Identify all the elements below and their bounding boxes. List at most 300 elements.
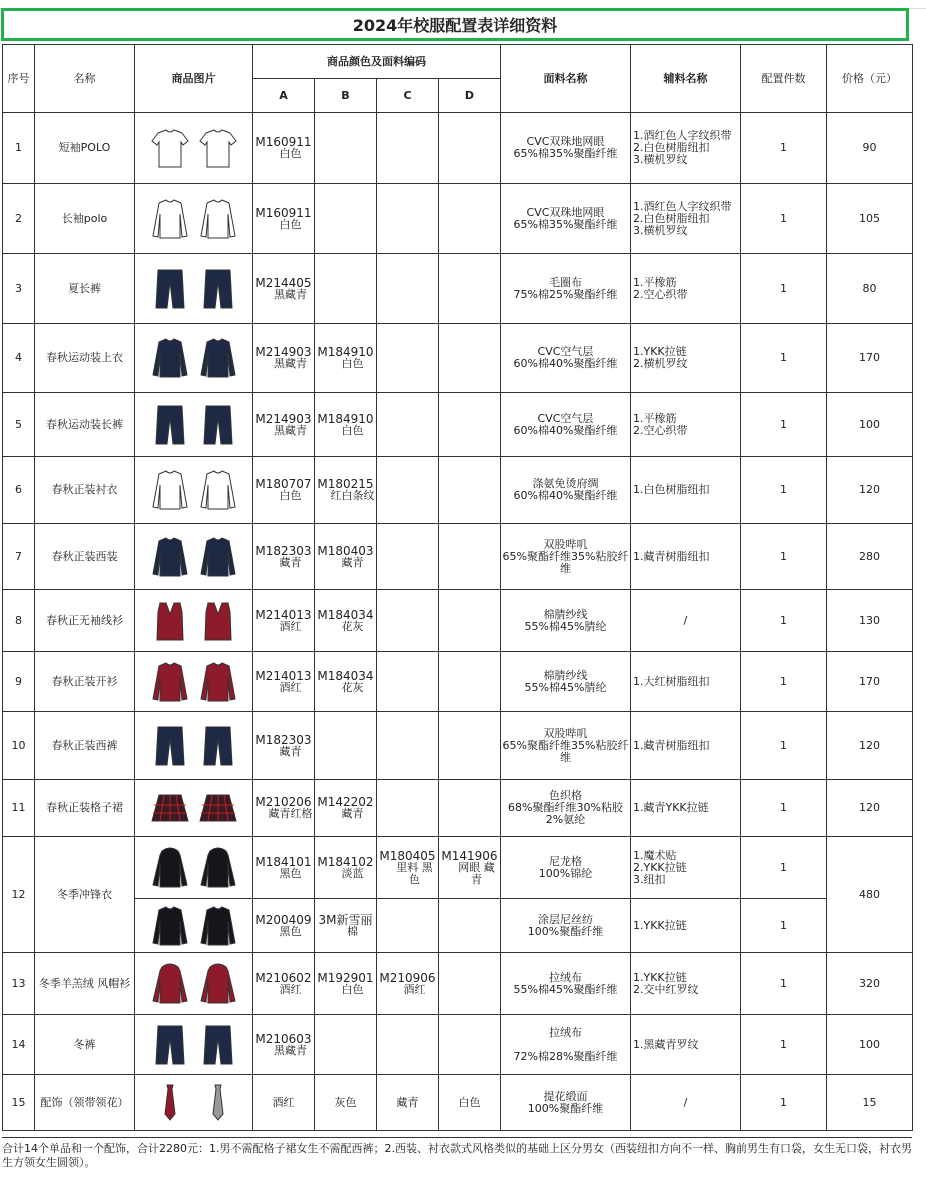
hoodie-garment-icon — [146, 961, 242, 1007]
item-name[interactable]: 冬季冲锋衣 — [35, 837, 135, 953]
fabric-name[interactable] — [501, 652, 631, 712]
aux-name[interactable] — [631, 113, 741, 184]
row-number[interactable]: 5 — [3, 393, 35, 457]
product-image — [135, 524, 253, 590]
fabric-code: 3M新雪丽 — [318, 912, 373, 927]
code-cell-c[interactable] — [377, 780, 439, 837]
code-cell-a[interactable] — [253, 953, 315, 1015]
row-number[interactable]: 1 — [3, 113, 35, 184]
aux-name[interactable] — [631, 837, 741, 899]
product-image — [135, 712, 253, 780]
fabric-code: M214013 — [255, 668, 312, 683]
table-row — [3, 457, 913, 524]
code-cell-a[interactable] — [253, 184, 315, 254]
code-cell-c[interactable] — [377, 184, 439, 254]
aux-name[interactable] — [631, 184, 741, 254]
code-cell-b[interactable] — [315, 1015, 377, 1075]
product-image — [135, 113, 253, 184]
aux-name[interactable] — [631, 953, 741, 1015]
fabric-name-line: 尼龙格 — [549, 854, 582, 868]
table-row — [3, 184, 913, 254]
code-cell-a[interactable] — [253, 899, 315, 953]
table-row — [3, 113, 913, 184]
price[interactable]: 320 — [827, 953, 913, 1015]
item-name[interactable]: 配饰（领带领花） — [35, 1075, 135, 1131]
aux-name-line: 2.空心织带 — [633, 423, 688, 437]
code-cell-d[interactable] — [439, 953, 501, 1015]
item-name[interactable]: 春秋正无袖线衫 — [35, 590, 135, 652]
row-number[interactable]: 4 — [3, 324, 35, 393]
fabric-code: M184910 — [317, 411, 374, 426]
aux-name-line: 3.纽扣 — [633, 872, 666, 886]
uniform-table — [2, 44, 913, 1131]
code-cell-b[interactable] — [315, 590, 377, 652]
quantity[interactable]: 1 — [741, 113, 827, 184]
quantity[interactable]: 1 — [741, 1015, 827, 1075]
item-name[interactable]: 冬季羊羔绒 风帽衫 — [35, 953, 135, 1015]
header-no: 序号 — [3, 45, 35, 113]
price[interactable]: 80 — [827, 254, 913, 324]
fabric-name[interactable] — [501, 712, 631, 780]
quantity[interactable]: 1 — [741, 184, 827, 254]
code-cell-a[interactable] — [253, 652, 315, 712]
aux-name-line: 1.酒红色人字纹织带 — [633, 199, 732, 213]
aux-name[interactable] — [631, 1075, 741, 1131]
fabric-name-line: 棉腈纱线 — [543, 668, 588, 682]
aux-name-line: 2.白色树脂纽扣 — [633, 211, 710, 225]
table-row — [3, 837, 913, 899]
fabric-name[interactable] — [501, 899, 631, 953]
code-cell-b[interactable] — [315, 113, 377, 184]
fabric-name-line: 拉绒布 — [549, 1025, 582, 1039]
row-number[interactable]: 11 — [3, 780, 35, 837]
aux-name[interactable] — [631, 652, 741, 712]
fabric-name-line: 100%聚酯纤维 — [527, 924, 604, 938]
fabric-name-line: CVC空气层 — [537, 345, 594, 358]
product-image — [135, 899, 253, 953]
color-name: 酒红 — [403, 982, 426, 996]
code-cell-d[interactable] — [439, 899, 501, 953]
fabric-name[interactable] — [501, 953, 631, 1015]
aux-name-line: 1.YKK拉链 — [633, 345, 687, 358]
table-row — [3, 1075, 913, 1131]
item-name[interactable]: 夏长裤 — [35, 254, 135, 324]
color-name: 红白条纹 — [330, 489, 375, 502]
color-name: 黑藏青 — [274, 1043, 307, 1057]
code-cell-b[interactable] — [315, 324, 377, 393]
aux-name[interactable] — [631, 1015, 741, 1075]
fabric-name-line: 双股哔叽 — [543, 726, 588, 740]
row-number[interactable]: 6 — [3, 457, 35, 524]
code-cell-a[interactable] — [253, 457, 315, 524]
color-name: 白色 — [341, 423, 364, 437]
price[interactable]: 15 — [827, 1075, 913, 1131]
price[interactable]: 170 — [827, 324, 913, 393]
color-name: 白色 — [341, 982, 364, 996]
fabric-code: M160911 — [255, 135, 312, 149]
fabric-name[interactable] — [501, 393, 631, 457]
color-name: 黑藏青 — [274, 357, 307, 370]
header-fabric: 面料名称 — [501, 45, 631, 113]
fabric-name-line: 拉绒布 — [549, 970, 582, 984]
color-name: 黑色 — [279, 924, 302, 938]
item-name[interactable]: 春秋运动装长裤 — [35, 393, 135, 457]
quantity[interactable]: 1 — [741, 712, 827, 780]
price[interactable]: 120 — [827, 457, 913, 524]
quantity[interactable]: 1 — [741, 457, 827, 524]
code-cell-b[interactable] — [315, 393, 377, 457]
fabric-code: M210602 — [255, 970, 312, 985]
fabric-code: M214903 — [255, 345, 312, 359]
fabric-name[interactable] — [501, 780, 631, 837]
table-row — [3, 899, 913, 953]
quantity[interactable]: 1 — [741, 1075, 827, 1131]
code-cell-c[interactable] — [377, 590, 439, 652]
fabric-code: M182303 — [255, 543, 312, 558]
fabric-name[interactable] — [501, 254, 631, 324]
quantity[interactable]: 1 — [741, 953, 827, 1015]
code-cell-b[interactable] — [315, 457, 377, 524]
aux-name-line: / — [683, 613, 688, 627]
product-image — [135, 1075, 253, 1131]
code-cell-a[interactable] — [253, 780, 315, 837]
table-row — [3, 712, 913, 780]
row-number[interactable]: 13 — [3, 953, 35, 1015]
header-color-code: 商品颜色及面料编码 — [253, 45, 501, 79]
code-cell-a[interactable] — [253, 324, 315, 393]
fabric-code: M192901 — [317, 970, 374, 985]
code-cell-d[interactable] — [439, 712, 501, 780]
color-name: 灰色 — [334, 1095, 357, 1109]
header-qty: 配置件数 — [741, 45, 827, 113]
code-cell-c[interactable] — [377, 254, 439, 324]
color-name: 酒红 — [279, 619, 302, 633]
fabric-name-line: 55%棉45%腈纶 — [524, 619, 607, 633]
product-image — [135, 1015, 253, 1075]
code-cell-b[interactable] — [315, 1075, 377, 1131]
code-cell-a[interactable] — [253, 393, 315, 457]
quantity[interactable]: 1 — [741, 590, 827, 652]
fabric-name-line: 棉腈纱线 — [543, 607, 588, 621]
pants-garment-icon — [146, 402, 242, 448]
fabric-code: M184910 — [317, 345, 374, 359]
fabric-code: M214903 — [255, 411, 312, 426]
table-row — [3, 324, 913, 393]
color-name: 藏青红格 — [268, 807, 313, 820]
table-row — [3, 393, 913, 457]
quantity[interactable]: 1 — [741, 899, 827, 953]
fabric-name-line: 72%棉28%聚酯纤维 — [513, 1049, 618, 1063]
header-col-a: A — [253, 79, 315, 113]
color-name: 黑藏青 — [274, 287, 307, 301]
header-col-c: C — [377, 79, 439, 113]
windbreaker-garment-icon — [146, 845, 242, 891]
quantity[interactable]: 1 — [741, 254, 827, 324]
code-cell-d[interactable] — [439, 393, 501, 457]
code-cell-d[interactable] — [439, 457, 501, 524]
row-number[interactable]: 12 — [3, 837, 35, 953]
color-name: 酒红 — [279, 982, 302, 996]
product-image — [135, 590, 253, 652]
code-cell-d[interactable] — [439, 113, 501, 184]
price[interactable]: 480 — [827, 837, 913, 953]
shirt-garment-icon — [146, 467, 242, 513]
code-cell-d[interactable] — [439, 324, 501, 393]
product-image — [135, 393, 253, 457]
item-name[interactable]: 春秋正装衬衣 — [35, 457, 135, 524]
fabric-name[interactable] — [501, 457, 631, 524]
fabric-name[interactable] — [501, 113, 631, 184]
aux-name[interactable] — [631, 712, 741, 780]
code-cell-c[interactable] — [377, 652, 439, 712]
price[interactable]: 105 — [827, 184, 913, 254]
item-name[interactable]: 短袖POLO — [35, 113, 135, 184]
code-cell-d[interactable] — [439, 780, 501, 837]
code-cell-b[interactable] — [315, 780, 377, 837]
footnote: 合计14个单品和一个配饰，合计2280元：1.男不需配格子裙女生不需配西裤；2.西装、衬衣款式风格类似的基础上区分男女（西装纽扣方向不一样、胸前男生有口袋，女生无口袋，衬衣男生方领女生圆领）。 — [2, 1137, 912, 1181]
fabric-code: M200409 — [255, 912, 312, 927]
fabric-code: M210906 — [379, 970, 436, 985]
color-name: 里料 黑色 — [396, 860, 433, 886]
code-cell-b[interactable] — [315, 953, 377, 1015]
code-cell-d[interactable] — [439, 524, 501, 590]
fabric-code: M180707 — [255, 477, 312, 491]
fabric-name-line: 色织格 — [549, 789, 582, 802]
product-image — [135, 837, 253, 899]
product-image — [135, 184, 253, 254]
code-cell-c[interactable] — [377, 837, 439, 899]
header-image: 商品图片 — [135, 45, 253, 113]
aux-name[interactable] — [631, 899, 741, 953]
fabric-name-line: 100%锦纶 — [538, 866, 593, 880]
code-cell-c[interactable] — [377, 712, 439, 780]
fabric-name-line: 双股哔叽 — [543, 537, 588, 551]
header-aux: 辅料名称 — [631, 45, 741, 113]
row-number[interactable]: 7 — [3, 524, 35, 590]
fabric-name[interactable] — [501, 590, 631, 652]
polo-long-garment-icon — [146, 196, 242, 242]
color-name: 网眼 藏青 — [458, 860, 495, 886]
quantity[interactable]: 1 — [741, 524, 827, 590]
aux-name-line: 1.平橡筋 — [633, 275, 677, 289]
code-cell-b[interactable] — [315, 837, 377, 899]
fabric-code: M210603 — [255, 1031, 312, 1046]
pants-garment-icon — [146, 1022, 242, 1068]
quantity[interactable]: 1 — [741, 837, 827, 899]
item-name[interactable]: 春秋正装格子裙 — [35, 780, 135, 837]
price[interactable]: 280 — [827, 524, 913, 590]
table-row — [3, 1015, 913, 1075]
fabric-name-line: 65%聚酯纤维35%粘胶纤维 — [502, 549, 629, 575]
row-number[interactable]: 9 — [3, 652, 35, 712]
code-cell-c[interactable] — [377, 1075, 439, 1131]
row-number[interactable]: 14 — [3, 1015, 35, 1075]
code-cell-d[interactable] — [439, 1015, 501, 1075]
code-cell-b[interactable] — [315, 524, 377, 590]
color-name: 藏青 — [341, 807, 364, 820]
fabric-name-line: 60%棉40%聚酯纤维 — [513, 357, 618, 370]
quantity[interactable]: 1 — [741, 780, 827, 837]
aux-name-line: 2.横机罗纹 — [633, 357, 688, 370]
fabric-name[interactable] — [501, 1075, 631, 1131]
aux-name-line: / — [683, 1095, 688, 1109]
code-cell-a[interactable] — [253, 712, 315, 780]
item-name[interactable]: 春秋正装西装 — [35, 524, 135, 590]
code-cell-a[interactable] — [253, 590, 315, 652]
code-cell-a[interactable] — [253, 837, 315, 899]
aux-name[interactable] — [631, 590, 741, 652]
fabric-name-line: 55%棉45%腈纶 — [524, 680, 607, 694]
tie-garment-icon — [146, 1080, 242, 1126]
product-image — [135, 953, 253, 1015]
aux-name-line: 1.YKK拉链 — [633, 918, 687, 932]
price[interactable]: 120 — [827, 780, 913, 837]
code-cell-d[interactable] — [439, 1075, 501, 1131]
fabric-code: M184034 — [317, 668, 374, 683]
aux-name[interactable] — [631, 780, 741, 837]
code-cell-a[interactable] — [253, 1015, 315, 1075]
table-row — [3, 652, 913, 712]
aux-name[interactable] — [631, 393, 741, 457]
fabric-name-line: 65%棉35%聚酯纤维 — [513, 147, 618, 160]
code-cell-c[interactable] — [377, 953, 439, 1015]
code-cell-b[interactable] — [315, 899, 377, 953]
color-name: 黑藏青 — [274, 423, 307, 437]
fabric-name-line: 60%棉40%聚酯纤维 — [513, 423, 618, 437]
aux-name[interactable] — [631, 254, 741, 324]
product-image — [135, 254, 253, 324]
code-cell-a[interactable] — [253, 524, 315, 590]
fabric-code: M184101 — [255, 854, 312, 869]
aux-name[interactable] — [631, 457, 741, 524]
code-cell-c[interactable] — [377, 1015, 439, 1075]
row-number[interactable]: 15 — [3, 1075, 35, 1131]
polo-short-garment-icon — [146, 125, 242, 171]
table-row — [3, 254, 913, 324]
code-cell-b[interactable] — [315, 712, 377, 780]
code-cell-c[interactable] — [377, 393, 439, 457]
item-name[interactable]: 春秋正装开衫 — [35, 652, 135, 712]
code-cell-a[interactable] — [253, 254, 315, 324]
color-name: 黑色 — [279, 866, 302, 880]
skirt-garment-icon — [146, 785, 242, 831]
product-image — [135, 324, 253, 393]
quantity[interactable]: 1 — [741, 324, 827, 393]
row-number[interactable]: 8 — [3, 590, 35, 652]
item-name[interactable]: 冬裤 — [35, 1015, 135, 1075]
aux-name[interactable] — [631, 324, 741, 393]
header-name: 名称 — [35, 45, 135, 113]
aux-name-line: 1.藏青YKK拉链 — [633, 801, 709, 814]
item-name[interactable]: 长袖polo — [35, 184, 135, 254]
code-cell-b[interactable] — [315, 652, 377, 712]
code-cell-b[interactable] — [315, 254, 377, 324]
aux-name-line: 2.YKK拉链 — [633, 860, 687, 874]
fabric-name-line: 涂层尼丝纺 — [538, 912, 593, 926]
price[interactable]: 90 — [827, 113, 913, 184]
code-cell-d[interactable] — [439, 652, 501, 712]
color-name: 藏青 — [279, 555, 302, 569]
aux-name-line: 3.横机罗纹 — [633, 153, 688, 166]
fabric-code: M180405 — [379, 848, 436, 863]
color-name: 白色 — [341, 357, 364, 370]
aux-name-line: 3.横机罗纹 — [633, 223, 688, 237]
fabric-name[interactable] — [501, 184, 631, 254]
aux-name-line: 2.空心织带 — [633, 287, 688, 301]
fabric-name-line: 60%棉40%聚酯纤维 — [513, 489, 618, 502]
aux-name-line: 1.藏青树脂纽扣 — [633, 738, 710, 752]
code-cell-c[interactable] — [377, 324, 439, 393]
quantity[interactable]: 1 — [741, 393, 827, 457]
table-row — [3, 953, 913, 1015]
aux-name-line: 1.藏青树脂纽扣 — [633, 549, 710, 563]
aux-name[interactable] — [631, 524, 741, 590]
price[interactable]: 170 — [827, 652, 913, 712]
color-name: 藏青 — [396, 1095, 419, 1109]
row-number[interactable]: 10 — [3, 712, 35, 780]
color-name: 白色 — [279, 147, 302, 160]
fabric-name-line: CVC双珠地网眼 — [526, 205, 605, 219]
row-number[interactable]: 3 — [3, 254, 35, 324]
row-number[interactable]: 2 — [3, 184, 35, 254]
aux-name-line: 1.白色树脂纽扣 — [633, 483, 710, 496]
code-cell-d[interactable] — [439, 184, 501, 254]
code-cell-d[interactable] — [439, 590, 501, 652]
fabric-name[interactable] — [501, 837, 631, 899]
fabric-name-line: 55%棉45%聚酯纤维 — [513, 982, 618, 996]
vest-garment-icon — [146, 598, 242, 644]
price[interactable]: 130 — [827, 590, 913, 652]
color-name: 花灰 — [341, 680, 364, 694]
code-cell-a[interactable] — [253, 1075, 315, 1131]
fabric-code: M184034 — [317, 607, 374, 622]
fabric-name-line: CVC双珠地网眼 — [526, 135, 605, 148]
item-name[interactable]: 春秋正装西裤 — [35, 712, 135, 780]
code-cell-c[interactable] — [377, 457, 439, 524]
code-cell-d[interactable] — [439, 254, 501, 324]
price[interactable]: 120 — [827, 712, 913, 780]
padded-garment-icon — [146, 903, 242, 949]
code-cell-a[interactable] — [253, 113, 315, 184]
price[interactable]: 100 — [827, 393, 913, 457]
fabric-code: M142202 — [317, 795, 374, 809]
fabric-name-line — [501, 1039, 630, 1051]
fabric-code: M180215 — [317, 477, 374, 491]
jacket-garment-icon — [146, 335, 242, 381]
fabric-code: M214405 — [255, 275, 312, 290]
code-cell-c[interactable] — [377, 113, 439, 184]
code-cell-d[interactable] — [439, 837, 501, 899]
aux-name-line: 2.白色树脂纽扣 — [633, 141, 710, 154]
code-cell-c[interactable] — [377, 524, 439, 590]
fabric-name-line: 涤氨免烫府绸 — [532, 477, 599, 490]
fabric-name[interactable] — [501, 1015, 631, 1075]
item-name[interactable]: 春秋运动装上衣 — [35, 324, 135, 393]
color-name: 白色 — [458, 1095, 481, 1109]
fabric-name[interactable] — [501, 324, 631, 393]
fabric-name-line: 100%聚酯纤维 — [527, 1101, 604, 1115]
aux-name-line: 1.YKK拉链 — [633, 970, 687, 984]
code-cell-b[interactable] — [315, 184, 377, 254]
quantity[interactable]: 1 — [741, 652, 827, 712]
fabric-name[interactable] — [501, 524, 631, 590]
price[interactable]: 100 — [827, 1015, 913, 1075]
fabric-name-line: 2%氨纶 — [545, 813, 586, 826]
fabric-code: M210206 — [255, 795, 312, 809]
code-cell-c[interactable] — [377, 899, 439, 953]
selected-title-cell[interactable] — [1, 8, 909, 41]
product-image — [135, 457, 253, 524]
